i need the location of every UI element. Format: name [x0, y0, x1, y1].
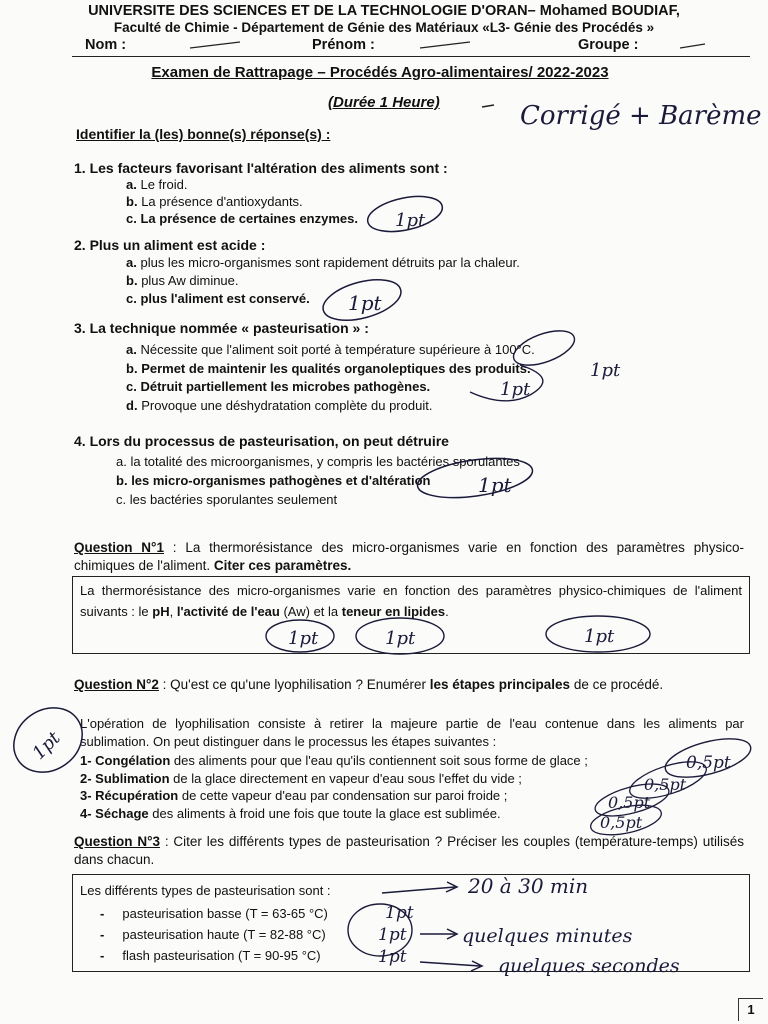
mcq-1-score: 1pt [395, 210, 426, 231]
mcq-3-question: 3. La technique nommée « pasteurisation » : [74, 320, 369, 336]
question-1: Question N°1 : La thermorésistance des micro-organismes varie en fonction des paramètres physico-chimiques de l'aliment. Citer ces paramètres. [74, 540, 744, 573]
mcq-1-circle [365, 190, 446, 237]
pasteurisation-type-low: - pasteurisation basse (T = 63-65 °C) [100, 906, 328, 921]
mcq-3-option-d: d. Provoque une déshydratation complète du produit. [126, 398, 433, 413]
prenom-label: Prénom : [312, 37, 375, 53]
exam-title: Examen de Rattrapage – Procédés Agro-alimentaires/ 2022-2023 [151, 64, 609, 81]
pasteurisation-type-high: - pasteurisation haute (T = 82-88 °C) [100, 927, 326, 942]
mcq-4-score: 1pt [478, 473, 512, 497]
q3-time-flash: quelques secondes [498, 955, 680, 977]
mcq-2-option-b: b. plus Aw diminue. [126, 273, 239, 288]
faculty-line: Faculté de Chimie - Département de Génie des Matériaux «L3- Génie des Procédés » [113, 20, 655, 35]
pasteurisation-type-flash: - flash pasteurisation (T = 90-95 °C) [100, 948, 321, 963]
mcq-3b-score: 1pt [590, 360, 621, 381]
q2-step1-score: 0,5pt [686, 753, 731, 773]
mcq-2-option-a: a. plus les micro-organismes sont rapidement détruits par la chaleur. [126, 255, 520, 270]
step-1: 1- Congélation des aliments pour que l'eau qu'ils contiennent soit sous forme de glace ; [80, 753, 588, 768]
university-name: UNIVERSITE DES SCIENCES ET DE LA TECHNOLOGIE D'ORAN– Mohamed BOUDIAF, [88, 3, 680, 19]
exam-duration: (Durée 1 Heure) [328, 94, 440, 111]
prenom-dash [420, 42, 470, 48]
step-3: 3- Récupération de cette vapeur d'eau par condensation sur paroi froide ; [80, 788, 508, 803]
question-3-answer-intro: Les différents types de pasteurisation sont : [80, 883, 331, 898]
q2-definition-score: 1pt [28, 727, 65, 764]
instruction: Identifier la (les) bonne(s) réponse(s) : [76, 126, 331, 142]
question-2-steps [80, 752, 588, 822]
mcq-1-option-a: a. Le froid. [126, 177, 188, 192]
step-2: 2- Sublimation de la glace directement en vapeur d'eau sous l'effet du vide ; [80, 770, 522, 786]
groupe-label: Groupe : [578, 37, 639, 53]
mcq-1-option-b: b. La présence d'antioxydants. [126, 194, 303, 209]
page-number: 1 [738, 998, 763, 1021]
mcq-1-option-c: c. La présence de certaines enzymes. [126, 211, 358, 226]
nom-dash [190, 42, 240, 48]
q1-aw-score: 1pt [385, 628, 416, 649]
q1-ph-score: 1pt [288, 628, 319, 649]
mcq-3-option-a: a. Nécessite que l'aliment soit porté à température supérieure à 100°C. [126, 342, 535, 357]
q2-step2-circle [626, 754, 711, 805]
mcq-4-option-a: a. la totalité des microorganismes, y compris les bactéries sporulantes [116, 454, 520, 469]
mcq-4-option-b: b. les micro-organismes pathogènes et d'altération [116, 473, 431, 488]
q3-time-high: quelques minutes [462, 925, 633, 947]
mcq-3-option-b: b. Permet de maintenir les qualités organoleptiques des produits. [126, 361, 531, 376]
handwritten-title: Corrigé + Barème [520, 101, 762, 131]
q3-high-score: 1pt [378, 925, 407, 945]
q3-time-low: 20 à 30 min [468, 874, 589, 898]
mcq-4-option-c: c. les bactéries sporulantes seulement [116, 492, 338, 507]
nom-label: Nom : [85, 37, 127, 53]
question-3-types [100, 903, 328, 966]
q3-flash-score: 1pt [378, 947, 407, 967]
mcq-3-option-c: c. Détruit partiellement les microbes pathogènes. [126, 379, 431, 394]
header-divider [72, 56, 750, 57]
question-3: Question N°3 : Citer les différents types de pasteurisation ? Préciser les couples (température-temps) utilisés dans chacun. [74, 834, 745, 867]
question-1-answer: La thermorésistance des micro-organismes varie en fonction des paramètres physico-chimiques de l'aliment suivants : le pH, l'activité de l'eau (Aw) et la teneur en lipides. [80, 583, 742, 619]
q2-step4-score: 0,5pt [600, 813, 643, 832]
q2-step3-circle [592, 778, 672, 823]
step-4: 4- Séchage des aliments à froid une fois que toute la glace est sublimée. [80, 805, 501, 821]
question-2-answer-intro: L'opération de lyophilisation consiste à retirer la majeure partie de l'eau contenue dans les aliments par sublimation. On peut distinguer dans le processus les étapes suivantes : [80, 716, 744, 749]
mcq-3c-score: 1pt [500, 379, 531, 400]
q3-low-score: 1pt [385, 903, 414, 923]
q2-step2-score: 0,5pt [644, 775, 687, 794]
groupe-dash [680, 44, 705, 48]
mcq-2-question: 2. Plus un aliment est acide : [74, 237, 266, 253]
q2-step3-score: 0,5pt [608, 793, 651, 812]
title-dash [482, 105, 494, 107]
mcq-2-option-c: c. plus l'aliment est conservé. [126, 291, 310, 306]
mcq-2-score: 1pt [348, 291, 382, 315]
q1-lipid-score: 1pt [584, 626, 615, 647]
mcq-4-question: 4. Lors du processus de pasteurisation, on peut détruire [74, 433, 449, 449]
question-2: Question N°2 : Qu'est ce qu'une lyophilisation ? Enumérer les étapes principales de ce procédé. [74, 677, 664, 692]
mcq-1-question: 1. Les facteurs favorisant l'altération des aliments sont : [74, 160, 448, 176]
